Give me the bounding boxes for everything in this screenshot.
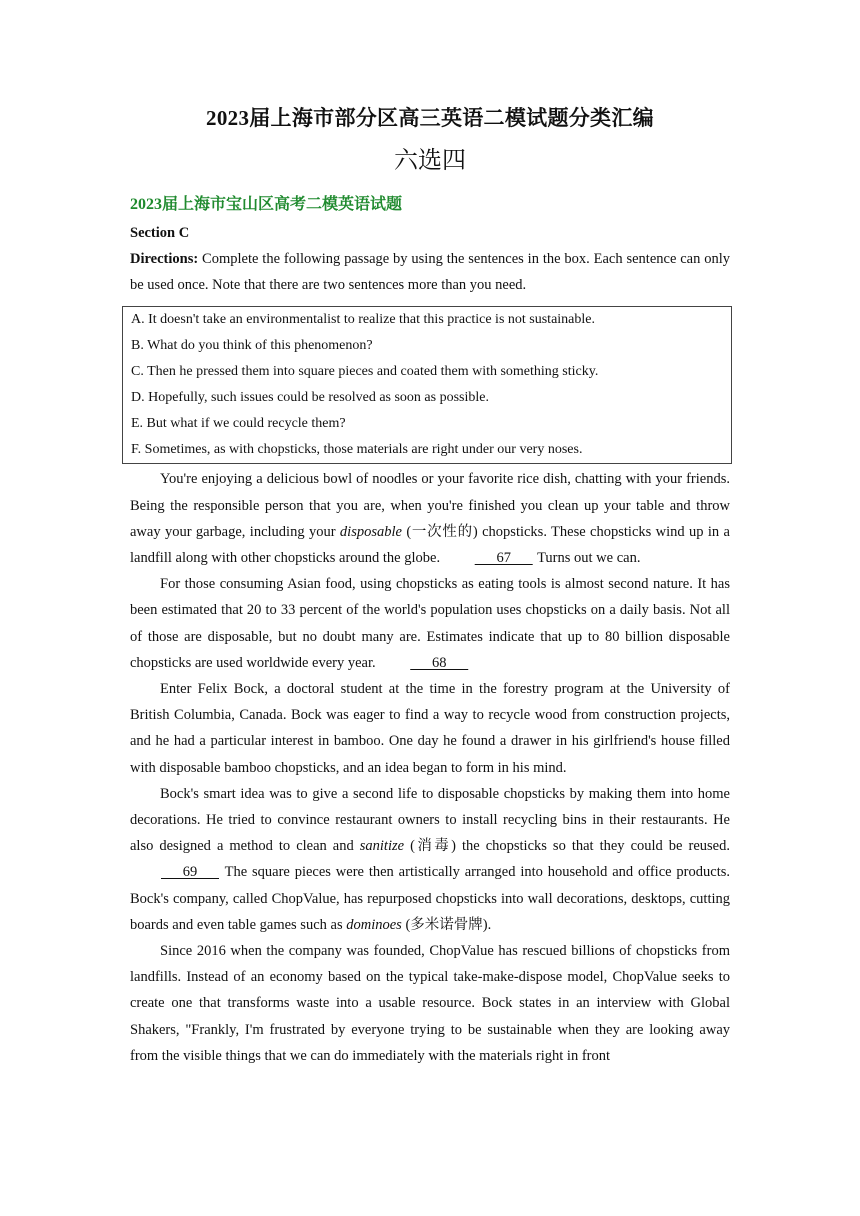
paragraph-text: You're enjoying a delicious bowl of noodles or your favorite rice dish, chatting with your friends. Being the responsible person that you are, when you're finished you clean up your table and throw away your garbage, including your xyxy=(130,471,730,540)
paragraph-text: Turns out we can. xyxy=(533,550,641,567)
paragraph-text: (多米诺骨牌). xyxy=(401,916,492,933)
directions xyxy=(130,246,730,298)
document-subtitle: 六选四 xyxy=(394,146,466,174)
italic-term: dominoes xyxy=(346,916,402,933)
paragraph-text: The square pieces were then artistically arranged into household and office products. Bock's company, called ChopValue, has repurposed chopsticks into wall decorations, desktops, cutting boards and even table games such as xyxy=(130,864,730,933)
option-b: B. What do you think of this phenomenon? xyxy=(131,338,373,354)
document-title: 2023届上海市部分区高三英语二模试题分类汇编 xyxy=(206,106,654,130)
directions-label: Directions: xyxy=(130,251,199,267)
option-c: C. Then he pressed them into square pieces and coated them with something sticky. xyxy=(131,364,599,380)
passage-paragraph-4 xyxy=(130,781,730,938)
option-d: D. Hopefully, such issues could be resolved as soon as possible. xyxy=(131,390,489,406)
paragraph-text: (一次性的) chopsticks. These chopsticks wind up in a landfill along with other chopsticks around the globe. xyxy=(130,523,730,567)
document-page xyxy=(130,96,730,1069)
exam-title: 2023届上海市宝山区高考二模英语试题 xyxy=(130,196,403,213)
italic-term: sanitize xyxy=(359,838,405,855)
option-e: E. But what if we could recycle them? xyxy=(131,416,346,432)
passage-paragraph-3: Enter Felix Bock, a doctoral student at the time in the forestry program at the University of British Columbia, Canada. Bock was eager to find a way to recycle wood from construction projects, and he had a particular interest in bamboo. One day he found a drawer in his girlfriend's house filled with disposable bamboo chopsticks, and an idea began to form in his mind. xyxy=(130,681,730,776)
paragraph-text: For those consuming Asian food, using chopsticks as eating tools is almost second nature. It has been estimated that 20 to 33 percent of the world's population uses chopsticks on a daily basis. Not all of those are disposable, but no doubt many are. Estimates indicate that up to 80 billion disposable chopsticks are used worldwide every year. xyxy=(130,576,730,671)
passage-paragraph-1 xyxy=(130,466,730,571)
options-box xyxy=(122,306,732,464)
option-a: A. It doesn't take an environmentalist to realize that this practice is not sustainable. xyxy=(131,312,595,328)
directions-text: Complete the following passage by using the sentences in the box. Each sentence can only be used once. Note that there are two sentences more than you need. xyxy=(130,251,730,294)
blank-67[interactable]: 67 xyxy=(474,550,533,567)
section-heading: Section C xyxy=(130,225,190,241)
passage-paragraph-5: Since 2016 when the company was founded, ChopValue has rescued billions of chopsticks from landfills. Instead of an economy based on the typical take-make-dispose model, ChopValue seeks to create one that transforms waste into a usable resource. Bock states in an interview with Global Shakers, "Frankly, I'm frustrated by everyone trying to be sustainable when they are looking away from the visible things that we can do immediately with the materials right in front xyxy=(130,943,730,1064)
blank-68[interactable]: 68 xyxy=(410,654,469,671)
italic-term: disposable xyxy=(339,523,402,540)
paragraph-text: Bock's smart idea was to give a second life to disposable chopsticks by making them into home decorations. He tried to convince restaurant owners to install recycling bins in their restaurants. He also designed a method to clean and xyxy=(130,785,730,855)
passage-paragraph-2 xyxy=(130,571,730,676)
blank-69[interactable]: 69 xyxy=(161,864,219,881)
option-f: F. Sometimes, as with chopsticks, those materials are right under our very noses. xyxy=(131,442,583,458)
paragraph-text: (消毒) the chopsticks so that they could be reused. xyxy=(404,838,730,855)
